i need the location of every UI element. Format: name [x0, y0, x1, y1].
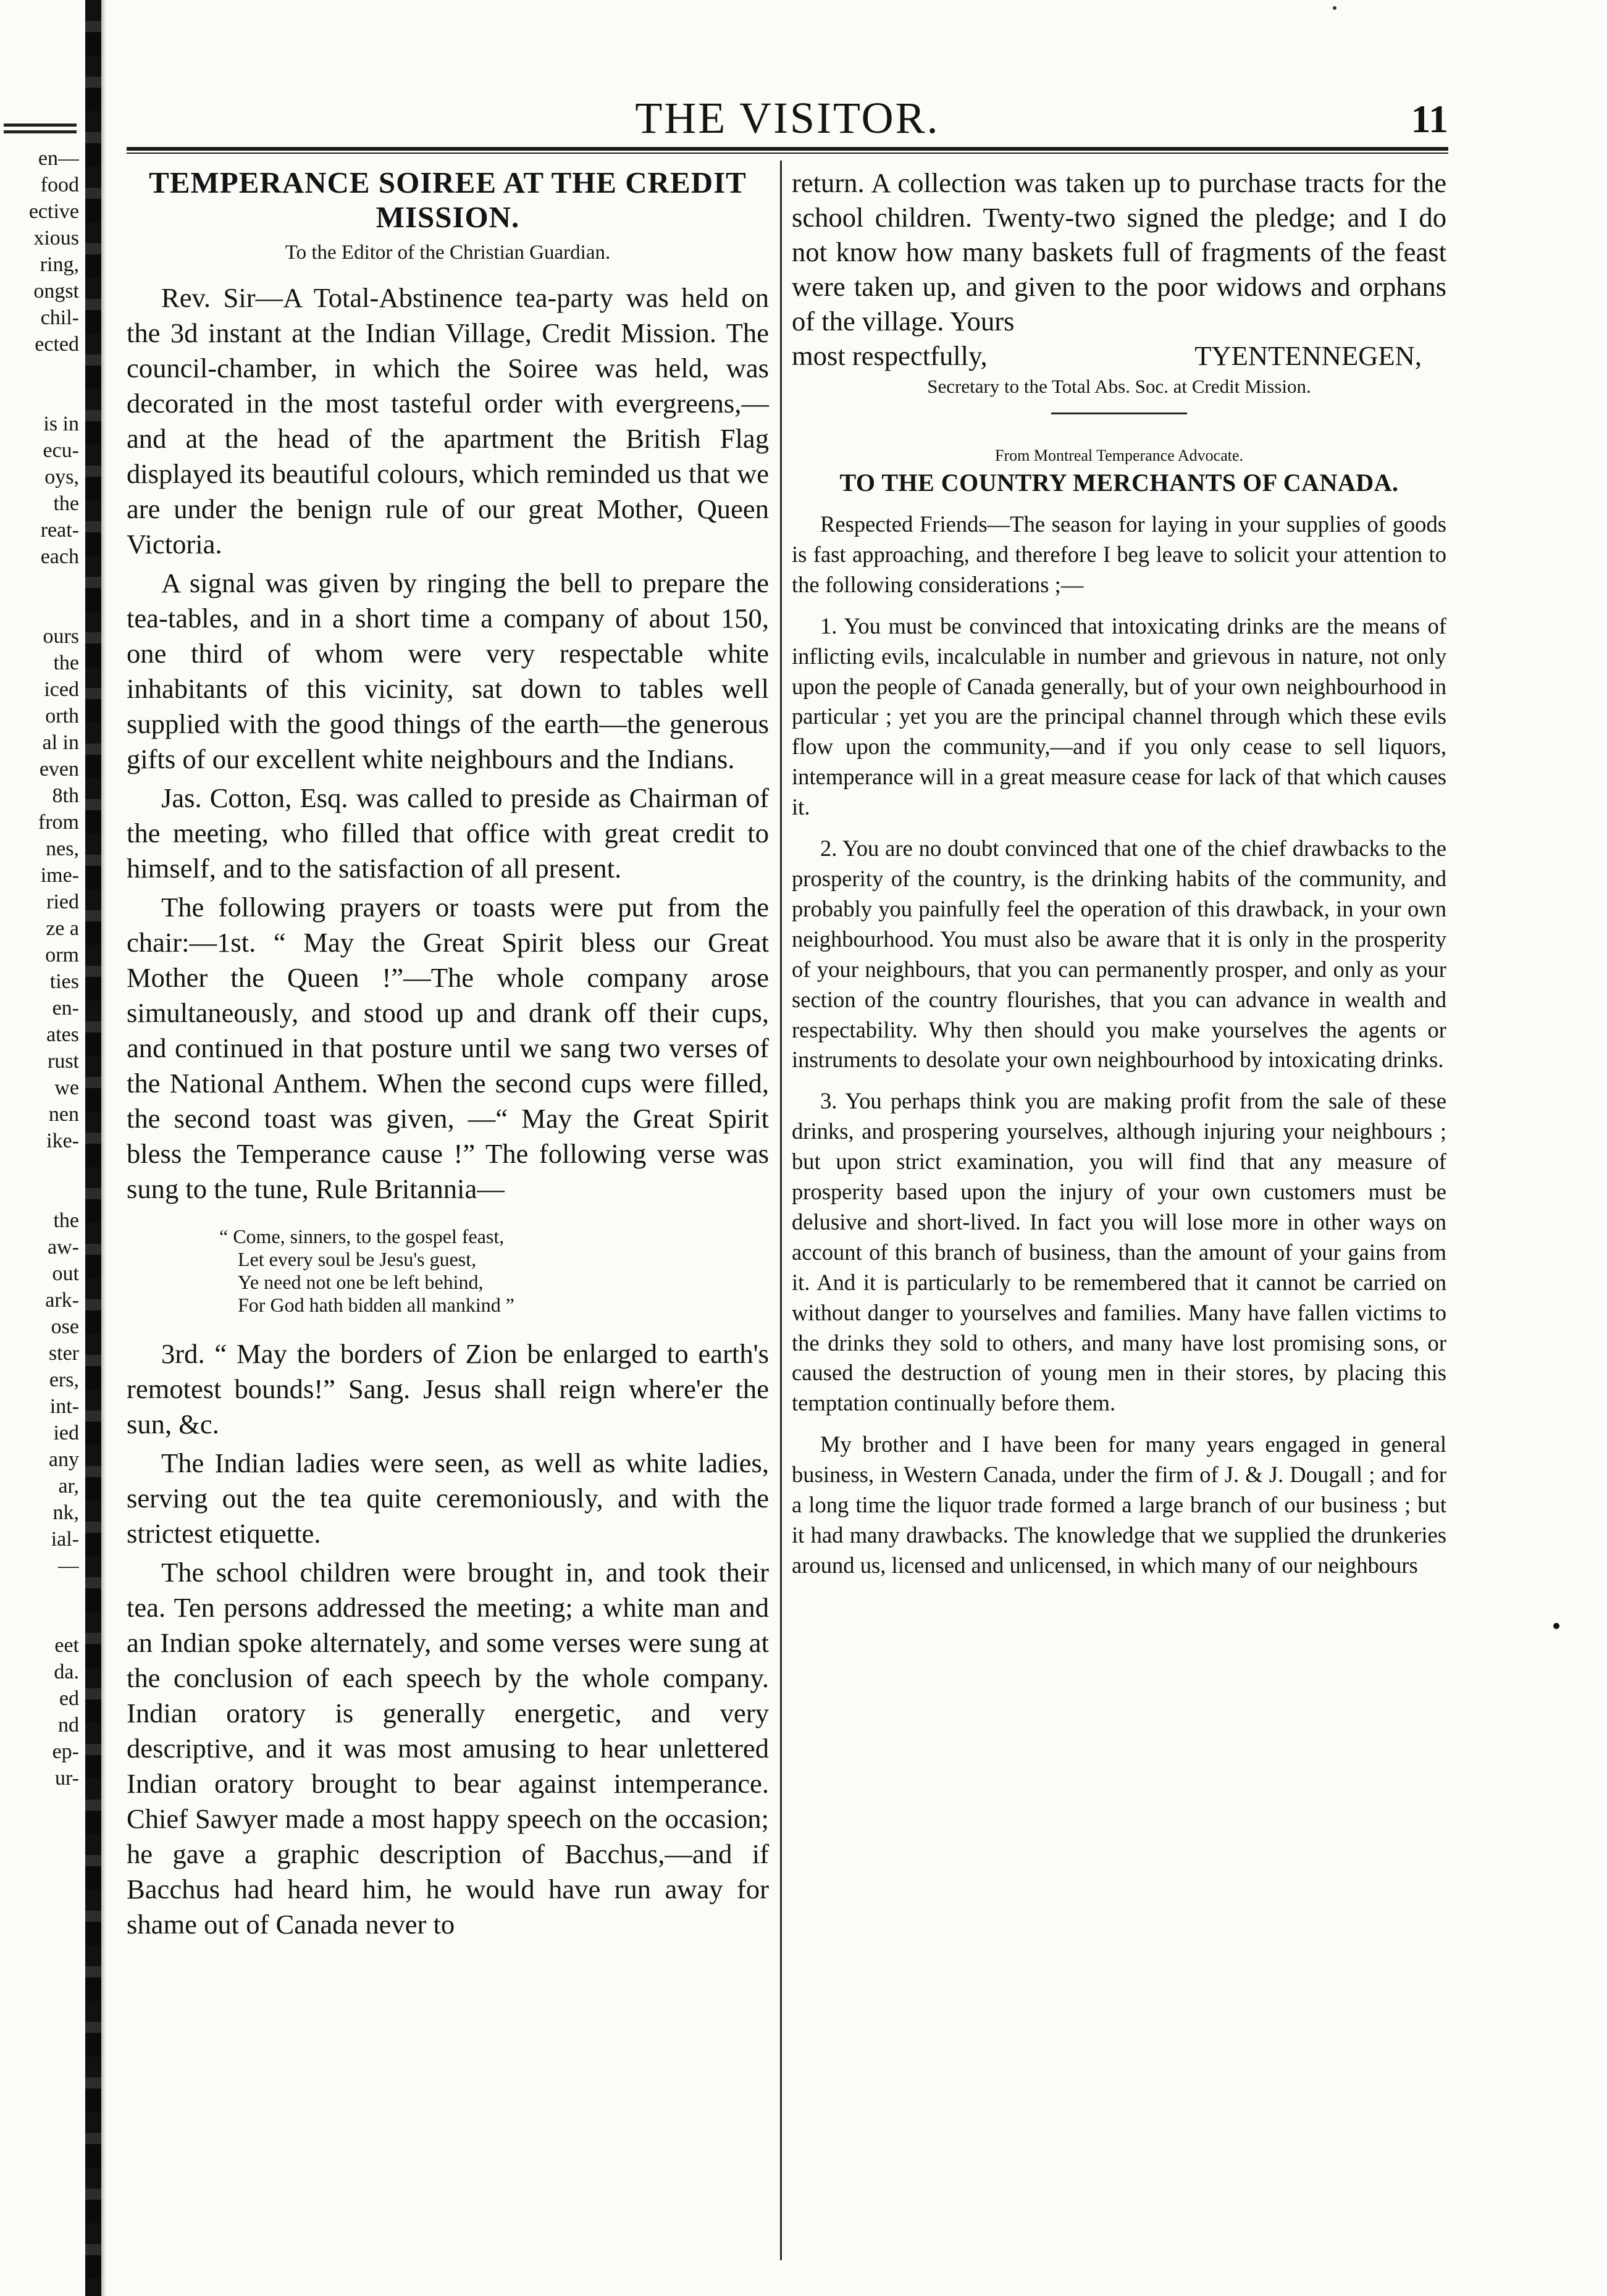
- article-paragraph: My brother and I have been for many years engaged in general business, in Western Canada, under the firm of J. & J. Dougall ; and for a long time the liquor trade formed a large branch of our business ; but it had many drawbacks. The knowledge that we supplied the drunkeries around us, licensed and unlicensed, in which many of our neighbours: [792, 1431, 1446, 1578]
- margin-fragment: orth: [45, 705, 79, 727]
- margin-fragment: aw-: [48, 1236, 79, 1259]
- signature-line: [792, 338, 1446, 373]
- margin-fragment: ied: [53, 1422, 79, 1444]
- margin-fragment: ecu-: [43, 439, 79, 462]
- margin-fragment: en-: [52, 997, 79, 1020]
- right-column: [792, 165, 1446, 1592]
- verse-line: For God hath bidden all mankind ”: [238, 1294, 514, 1316]
- margin-fragment: eet: [54, 1634, 79, 1657]
- margin-fragment: ected: [35, 333, 79, 356]
- margin-fragment: 8th: [52, 784, 79, 807]
- margin-fragment: ates: [46, 1023, 79, 1046]
- margin-fragment: ur-: [55, 1767, 79, 1790]
- article-paragraph: 3rd. “ May the borders of Zion be enlarged to earth's remotest bounds!” Sang. Jesus shall reign where'er the sun, &c.: [127, 1338, 769, 1439]
- continuation-text: return. A collection was taken up to purchase tracts for the school children. Twenty-two signed the pledge; and I do not know how many baskets full of fragments of the feast were taken up, and given to the poor widows and orphans of the village.: [792, 167, 1446, 337]
- margin-fragment: en—: [38, 147, 79, 170]
- signature-title: Secretary to the Total Abs. Soc. at Credit Mission.: [927, 375, 1311, 397]
- margin-fragment: each: [40, 545, 79, 568]
- margin-fragment: int-: [49, 1395, 79, 1418]
- margin-fragment: ark-: [45, 1289, 79, 1312]
- book-binding-gutter: [85, 0, 101, 2296]
- margin-fragment: ep-: [52, 1740, 79, 1763]
- margin-fragment: ed: [59, 1687, 79, 1710]
- margin-fragment: —: [58, 1554, 79, 1577]
- closing-word: Yours: [949, 306, 1015, 337]
- margin-fragment: ties: [49, 970, 79, 993]
- margin-fragment: da.: [54, 1661, 79, 1683]
- margin-fragment: ial-: [51, 1528, 79, 1551]
- ink-speck: [1333, 6, 1336, 10]
- article-paragraph: Respected Friends—The season for laying in your supplies of goods is fast approaching, and therefore I beg leave to solicit your attention to the following considerations ;—: [792, 511, 1446, 597]
- header-rule-thin: [127, 153, 1448, 154]
- source-credit: From Montreal Temperance Advocate.: [994, 446, 1243, 464]
- margin-fragment: ster: [48, 1342, 79, 1365]
- margin-fragment: xious: [33, 227, 79, 249]
- article-continuation: [792, 165, 1446, 338]
- margin-fragment: the: [53, 652, 79, 674]
- margin-fragment: rust: [48, 1050, 79, 1073]
- hymn-verse: [219, 1225, 769, 1317]
- article-heading: TO THE COUNTRY MERCHANTS OF CANADA.: [839, 469, 1399, 496]
- article-heading: TEMPERANCE SOIREE AT THE CREDIT MISSION.: [149, 165, 747, 234]
- article-paragraph: Jas. Cotton, Esq. was called to preside as Chairman of the meeting, who filled that office with great credit to himself, and to the satisfaction of all present.: [127, 782, 769, 884]
- margin-fragment: food: [40, 174, 79, 196]
- article-subheading: To the Editor of the Christian Guardian.: [285, 241, 611, 264]
- margin-fragment: nes,: [46, 837, 79, 860]
- margin-fragment: ike-: [46, 1129, 79, 1152]
- margin-fragment: ar,: [58, 1475, 79, 1498]
- binding-shadow: [101, 0, 106, 2296]
- verse-line: Ye need not one be left behind,: [238, 1271, 484, 1293]
- page-header: [127, 93, 1448, 148]
- article-paragraph: The school children were brought in, and took their tea. Ten persons addressed the meeting; a white man and an Indian spoke alternately, and some verses were sung at the conclusion of each speech by the whole company. Indian oratory is generally energetic, and very descriptive, and it was most amusing to hear unlettered Indian oratory brought to bear against intemperance. Chief Sawyer made a most happy speech on the occasion; he gave a graphic description of Bacchus,—and if Bacchus had heard him, he would have run away for shame out of Canada never to: [127, 1557, 769, 1940]
- margin-fragment: al in: [42, 731, 79, 754]
- margin-fragment: orm: [45, 944, 79, 966]
- left-column: [127, 165, 769, 1946]
- page-number: 11: [1411, 97, 1448, 141]
- margin-fragment: the: [53, 492, 79, 515]
- column-divider: [780, 161, 782, 2260]
- margin-fragment: the: [53, 1209, 79, 1232]
- margin-fragment: out: [52, 1262, 79, 1285]
- margin-fragment: ried: [46, 890, 79, 913]
- margin-fragment: reat-: [40, 519, 79, 542]
- margin-fragment: nd: [58, 1714, 79, 1737]
- signature-name: TYENTENNEGEN,: [1194, 340, 1422, 371]
- margin-fragment: ring,: [40, 253, 79, 276]
- margin-fragment: ective: [28, 200, 79, 223]
- margin-fragment: is in: [43, 413, 79, 435]
- margin-fragment: ers,: [49, 1368, 79, 1391]
- header-rule: [127, 147, 1448, 151]
- margin-fragment: ze a: [46, 917, 79, 940]
- margin-rules: [4, 124, 77, 137]
- margin-fragment: nk,: [52, 1501, 79, 1524]
- verse-line: Let every soul be Jesu's guest,: [238, 1248, 477, 1270]
- margin-fragment: ime-: [40, 864, 79, 887]
- newspaper-title: THE VISITOR.: [635, 93, 940, 143]
- article-paragraph: The following prayers or toasts were put from the chair:—1st. “ May the Great Spirit bless our Great Mother the Queen !”—The whole company arose simultaneously, and stood up and drank off their cups, and continued in that posture until we sang two verses of the National Anthem. When the second cups were filled, the second toast was given, —“ May the Great Spirit bless the Temperance cause !” The following verse was sung to the tune, Rule Britannia—: [127, 892, 769, 1204]
- article-paragraph: A signal was given by ringing the bell to prepare the tea-tables, and in a short time a company of about 150, one third of whom were very respectable white inhabitants of this vicinity, sat down to tables well supplied with the good things of the earth—the generous gifts of our excellent white neighbours and the Indians.: [127, 568, 769, 774]
- ink-speck: [1553, 1623, 1559, 1629]
- article-paragraph: 1. You must be convinced that intoxicating drinks are the means of inflicting evils, incalculable in number and grievous in nature, not only upon the people of Canada generally, but of your own neighbourhood in particular ; yet you are the principal channel through which these evils flow upon the community,—and if you only cease to sell liquors, intemperance will in a great measure cease for lack of that which causes it.: [792, 613, 1446, 820]
- margin-fragment: chil-: [40, 306, 79, 329]
- margin-fragment: even: [39, 758, 79, 781]
- closing-phrase: most respectfully,: [792, 340, 988, 371]
- article-paragraph: 3. You perhaps think you are making profit from the sale of these drinks, and prospering yourselves, although injuring your neighbours ; but upon strict examination, you will find that any measure of prosperity based upon the injury of your own customers must be delusive and short-lived. In fact you will lose more in other ways on account of this branch of business, than the amount of your gains from it. And it is particularly to be remembered that it cannot be carried on without danger to yourselves and families. Many have fallen victims to the drinks they sold to others, and many have lost promising sons, or caused the destruction of young men in their stores, by placing this temptation continually before them.: [792, 1088, 1446, 1416]
- verse-line: “ Come, sinners, to the gospel feast,: [219, 1225, 505, 1247]
- margin-fragment: oys,: [44, 466, 79, 488]
- margin-fragment: iced: [44, 678, 79, 701]
- section-rule: [1051, 413, 1187, 414]
- article-paragraph: The Indian ladies were seen, as well as white ladies, serving out the tea quite ceremoniously, and with the strictest etiquette.: [127, 1448, 769, 1549]
- article-paragraph: 2. You are no doubt convinced that one of the chief drawbacks to the prosperity of the country, is the drinking habits of the community, and probably you painfully feel the operation of this drawback, in your own neighbourhood. You must also be aware that it is only in the prosperity of your neighbours, that you can permanently prosper, and only as your section of the country flourishes, that you can advance in wealth and respectability. Why then should you make yourselves the agents or instruments to desolate your own neighbourhood by intoxicating drinks.: [792, 836, 1446, 1073]
- article-paragraph: Rev. Sir—A Total-Abstinence tea-party was held on the 3d instant at the Indian Village, Credit Mission. The council-chamber, in which the Soiree was held, was decorated in the most tasteful order with evergreens,—and at the head of the apartment the British Flag displayed its beautiful colours, which reminded us that we are under the benign rule of our great Mother, Queen Victoria.: [127, 282, 769, 559]
- margin-fragment: any: [48, 1448, 79, 1471]
- margin-fragment: nen: [48, 1103, 79, 1126]
- margin-fragment: ose: [51, 1315, 79, 1338]
- margin-fragment: from: [38, 811, 79, 834]
- margin-fragment: we: [54, 1076, 79, 1099]
- margin-fragment: ongst: [33, 280, 79, 303]
- margin-fragment: ours: [43, 625, 79, 648]
- previous-page-margin-fragments: [0, 145, 79, 1791]
